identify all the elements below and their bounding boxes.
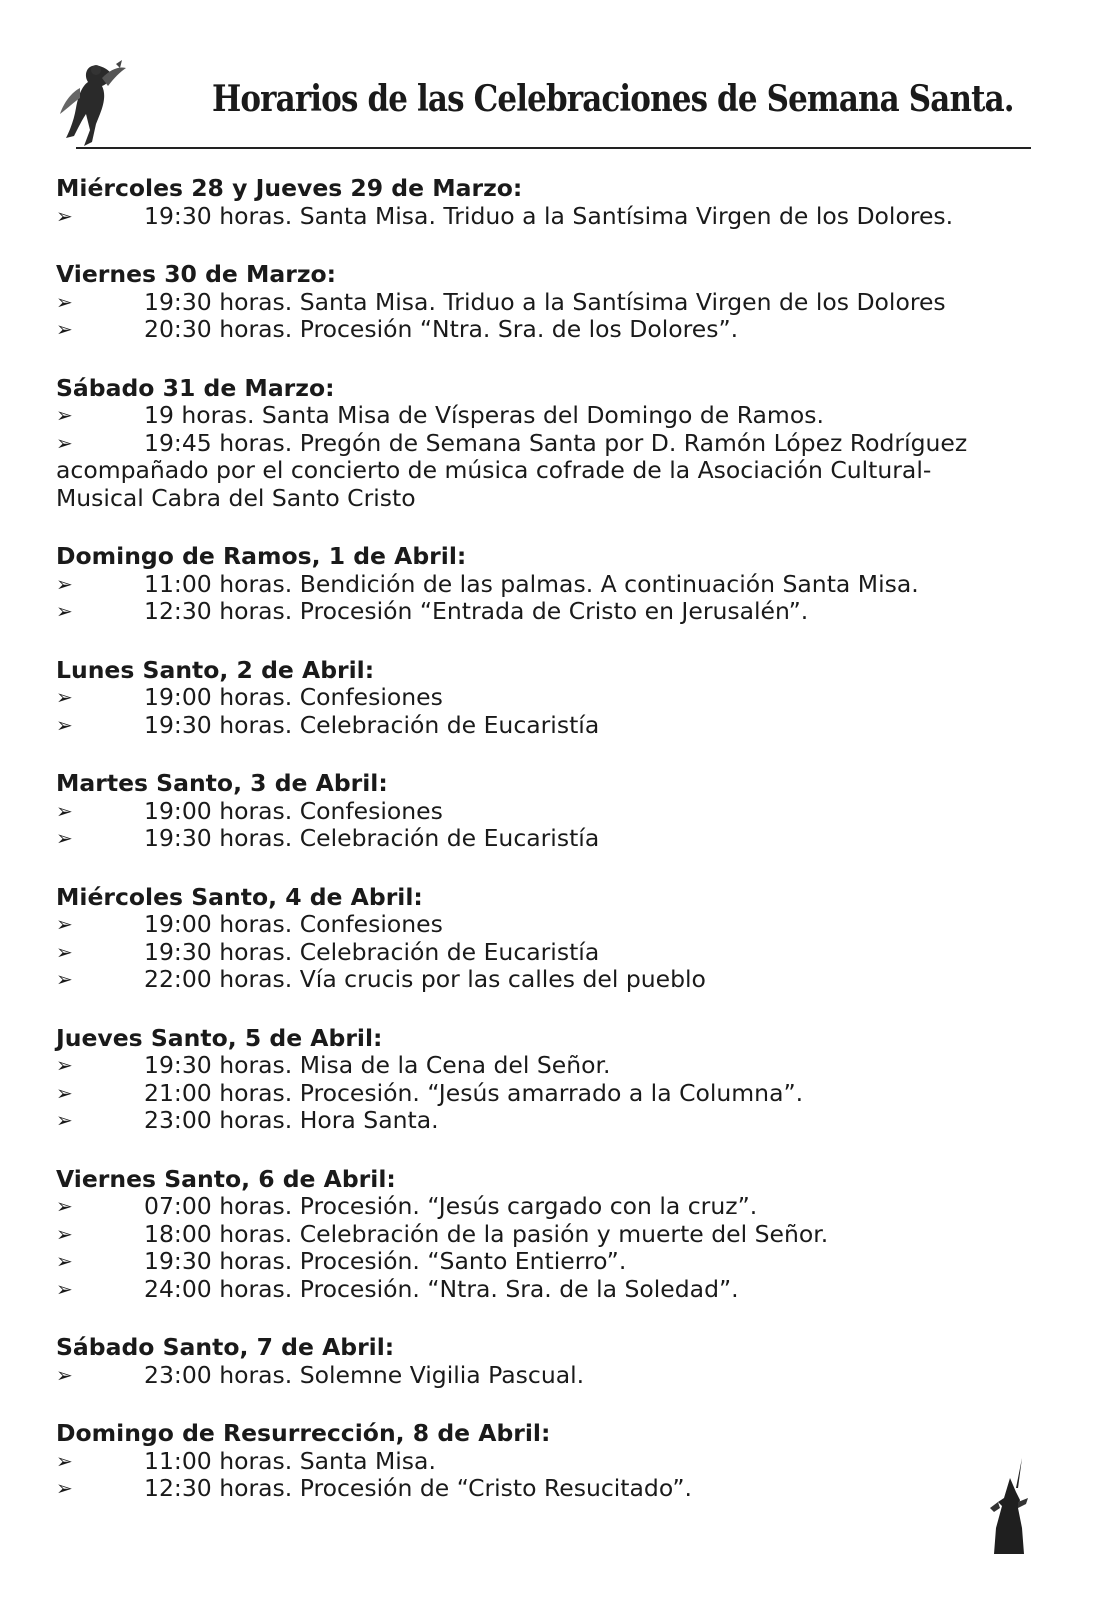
list-item-continuation: Musical Cabra del Santo Cristo [56,483,416,512]
day-section [56,1420,1046,1503]
bullet-arrow-icon: ➢ [56,289,73,314]
day-heading: Martes Santo, 3 de Abril: [56,769,388,797]
bullet-arrow-icon: ➢ [56,1221,73,1246]
day-section [56,770,1046,853]
day-heading: Viernes 30 de Marzo: [56,260,337,288]
bullet-arrow-icon: ➢ [56,685,73,709]
list-item: ➢ 19:30 horas. Celebración de Eucaristía [56,937,600,966]
list-item: ➢ 19:30 horas. Celebración de Eucaristía [56,824,600,852]
list-item: ➢ 11:00 horas. Bendición de las palmas. A continuación Santa Misa. [56,569,919,598]
bullet-arrow-icon: ➢ [56,430,73,455]
day-heading: Miércoles 28 y Jueves 29 de Marzo: [56,174,523,202]
list-item: ➢ 19:00 horas. Confesiones [56,910,443,938]
day-heading: Jueves Santo, 5 de Abril: [56,1023,383,1052]
list-item: ➢ 24:00 horas. Procesión. “Ntra. Sra. de la Soledad”. [56,1274,739,1303]
bullet-arrow-icon: ➢ [56,1448,73,1473]
list-item: ➢ 21:00 horas. Procesión. “Jesús amarrado a la Columna”. [56,1078,804,1107]
day-section [56,375,1046,513]
day-section [56,1166,1046,1304]
schedule [56,175,1046,1534]
day-heading: Sábado 31 de Marzo: [56,373,335,402]
bullet-arrow-icon: ➢ [56,203,73,228]
day-section [56,543,1046,626]
day-heading: Domingo de Resurrección, 8 de Abril: [56,1419,551,1447]
list-item: ➢ 23:00 horas. Solemne Vigilia Pascual. [56,1360,585,1389]
bullet-arrow-icon: ➢ [56,1080,73,1105]
list-item: ➢ 22:00 horas. Vía crucis por las calles del pueblo [56,965,706,993]
day-section [56,657,1046,740]
list-item: ➢ 07:00 horas. Procesión. “Jesús cargado con la cruz”. [56,1192,758,1220]
bullet-arrow-icon: ➢ [56,1108,73,1132]
bullet-arrow-icon: ➢ [56,1194,73,1218]
bullet-arrow-icon: ➢ [56,1276,73,1301]
list-item: ➢ 19:30 horas. Santa Misa. Triduo a la Santísima Virgen de los Dolores. [56,201,954,230]
list-item-continuation: acompañado por el concierto de música cofrade de la Asociación Cultural- [56,456,932,484]
bullet-arrow-icon: ➢ [56,912,73,936]
day-heading: Miércoles Santo, 4 de Abril: [56,882,423,911]
list-item: ➢ 19:00 horas. Confesiones [56,796,443,825]
bullet-arrow-icon: ➢ [56,1249,73,1273]
list-item: ➢ 19:30 horas. Celebración de Eucaristía [56,710,600,739]
bullet-arrow-icon: ➢ [56,1362,73,1387]
nazareno-icon [988,1458,1032,1558]
list-item: ➢ 19:30 horas. Procesión. “Santo Entierro”. [56,1247,627,1275]
bullet-arrow-icon: ➢ [56,826,73,850]
list-item: ➢ 11:00 horas. Santa Misa. [56,1446,436,1475]
bullet-arrow-icon: ➢ [56,403,73,427]
day-heading: Viernes Santo, 6 de Abril: [56,1164,396,1193]
list-item: ➢ 19:30 horas. Santa Misa. Triduo a la Santísima Virgen de los Dolores [56,287,946,316]
day-section [56,261,1046,344]
day-heading: Lunes Santo, 2 de Abril: [56,655,375,684]
bullet-arrow-icon: ➢ [56,571,73,596]
list-item: ➢ 19:45 horas. Pregón de Semana Santa por D. Ramón López Rodríguez [56,428,968,457]
bullet-arrow-icon: ➢ [56,712,73,737]
bullet-arrow-icon: ➢ [56,1476,73,1500]
day-section [56,1334,1046,1389]
day-heading: Sábado Santo, 7 de Abril: [56,1333,395,1361]
title-underline [76,147,1031,149]
day-section [56,1025,1046,1135]
bullet-arrow-icon: ➢ [56,599,73,623]
page-title: Horarios de las Celebraciones de Semana Santa. [212,78,1014,120]
list-item: ➢ 19:30 horas. Misa de la Cena del Señor. [56,1051,611,1079]
list-item: ➢ 12:30 horas. Procesión de “Cristo Resucitado”. [56,1474,693,1502]
day-heading: Domingo de Ramos, 1 de Abril: [56,542,467,570]
bullet-arrow-icon: ➢ [56,967,73,991]
angel-icon [56,58,128,150]
bullet-arrow-icon: ➢ [56,317,73,341]
list-item: ➢ 12:30 horas. Procesión “Entrada de Cristo en Jerusalén”. [56,597,809,625]
list-item: ➢ 19:00 horas. Confesiones [56,683,443,711]
bullet-arrow-icon: ➢ [56,798,73,823]
bullet-arrow-icon: ➢ [56,939,73,964]
bullet-arrow-icon: ➢ [56,1053,73,1077]
day-section [56,175,1046,230]
list-item: ➢ 18:00 horas. Celebración de la pasión y muerte del Señor. [56,1219,829,1248]
list-item: ➢ 23:00 horas. Hora Santa. [56,1106,439,1134]
day-section [56,884,1046,994]
list-item: ➢ 19 horas. Santa Misa de Vísperas del Domingo de Ramos. [56,401,824,429]
list-item: ➢ 20:30 horas. Procesión “Ntra. Sra. de los Dolores”. [56,315,739,343]
